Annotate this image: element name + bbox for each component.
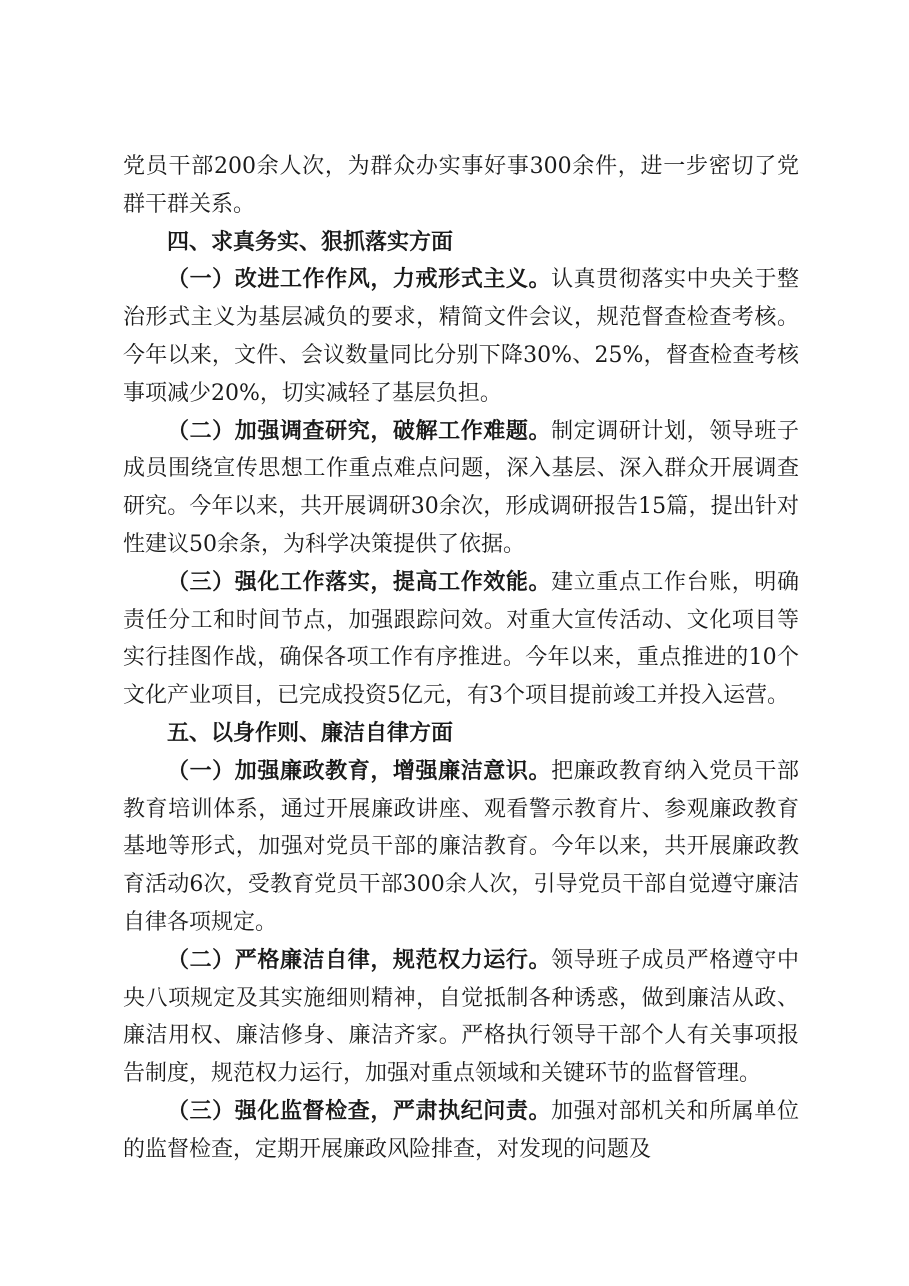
paragraph-text: 认真贯彻落实中央关于整治形式主义为基层减负的要求，精简文件会议，规范督查检查考核。今年以来，文件、会议数量同比分别下降30%、25%，督查检查考核事项减少20%，切实减轻了基层负担。 bbox=[123, 267, 799, 406]
paragraph-text: 党员干部200余人次，为群众办实事好事300余件，进一步密切了党群干群关系。 bbox=[123, 154, 800, 217]
body-paragraph bbox=[123, 1093, 799, 1169]
body-paragraph bbox=[123, 413, 799, 564]
paragraph-text: 加强对部机关和所属单位的监督检查，定期开展廉政风险排查，对发现的问题及 bbox=[123, 1098, 799, 1162]
body-paragraph bbox=[123, 942, 799, 1093]
continuation-paragraph bbox=[123, 148, 799, 224]
paragraph-text: 把廉政教育纳入党员干部教育培训体系，通过开展廉政讲座、观看警示教育片、参观廉政教育基地等形式，加强对党员干部的廉洁教育。今年以来，共开展廉政教育活动6次，受教育党员干部300余人次，引导党员干部自觉遵守廉洁自律各项规定。 bbox=[123, 758, 799, 935]
body-paragraph bbox=[123, 753, 799, 942]
paragraph-text: 制定调研计划，领导班子成员围绕宣传思想工作重点难点问题，深入基层、深入群众开展调查研究。今年以来，共开展调研30余次，形成调研报告15篇，提出针对性建议50余条，为科学决策提供了依据。 bbox=[123, 418, 799, 557]
document-body bbox=[123, 148, 799, 1169]
paragraph-text: 领导班子成员严格遵守中央八项规定及其实施细则精神，自觉抵制各种诱惑，做到廉洁从政、廉洁用权、廉洁修身、廉洁齐家。严格执行领导干部个人有关事项报告制度，规范权力运行，加强对重点领域和关键环节的监督管理。 bbox=[123, 947, 799, 1087]
paragraph-lead: （二）严格廉洁自律，规范权力运行。 bbox=[167, 947, 552, 973]
section-heading-5: 五、以身作则、廉洁自律方面 bbox=[167, 720, 454, 746]
paragraph-lead: （二）加强调查研究，破解工作难题。 bbox=[167, 418, 552, 444]
section-heading-4: 四、求真务实、狠抓落实方面 bbox=[167, 229, 454, 255]
paragraph-lead: （一）改进工作作风，力戒形式主义。 bbox=[167, 267, 552, 293]
body-paragraph bbox=[123, 261, 799, 412]
paragraph-lead: （一）加强廉政教育，增强廉洁意识。 bbox=[167, 758, 552, 784]
paragraph-lead: （三）强化工作落实，提高工作效能。 bbox=[167, 569, 552, 595]
paragraph-lead: （三）强化监督检查，严肃执纪问责。 bbox=[167, 1098, 552, 1124]
body-paragraph bbox=[123, 564, 799, 715]
paragraph-text: 建立重点工作台账，明确责任分工和时间节点，加强跟踪问效。对重大宣传活动、文化项目等实行挂图作战，确保各项工作有序推进。今年以来，重点推进的10个文化产业项目，已完成投资5亿元，有3个项目提前竣工并投入运营。 bbox=[123, 569, 799, 709]
